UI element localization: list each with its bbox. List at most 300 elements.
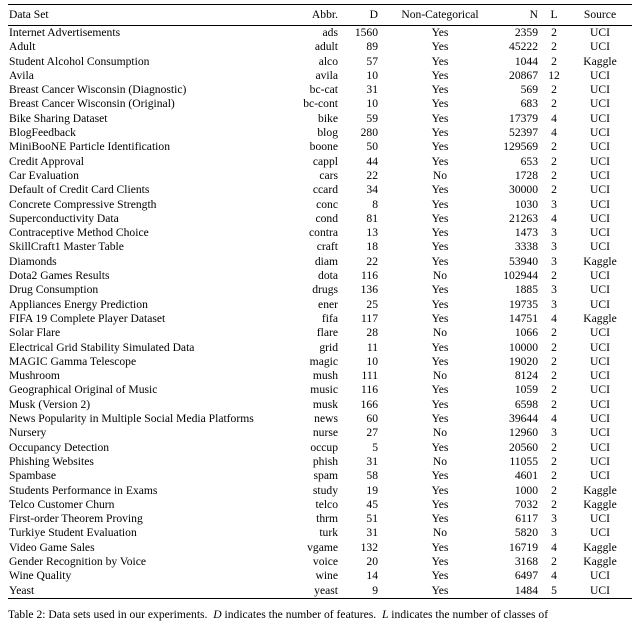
cell-n: 683 bbox=[520, 97, 538, 111]
cell-source: UCI bbox=[590, 297, 610, 311]
cell-source: UCI bbox=[590, 326, 610, 340]
table-row bbox=[8, 426, 632, 440]
cell-d: 44 bbox=[366, 154, 378, 168]
cell-n: 129569 bbox=[503, 140, 538, 154]
col-header-n: N bbox=[500, 5, 540, 26]
cell-n: 1059 bbox=[514, 383, 538, 397]
cell-n: 39644 bbox=[509, 412, 538, 426]
cell-dataset: Phishing Websites bbox=[9, 454, 94, 468]
table-body bbox=[8, 26, 632, 599]
cell-noncategorical: Yes bbox=[431, 54, 449, 68]
cell-dataset: Bike Sharing Dataset bbox=[9, 111, 108, 125]
cell-dataset: Students Performance in Exams bbox=[9, 483, 158, 497]
cell-d: 166 bbox=[360, 397, 378, 411]
cell-l: 2 bbox=[551, 97, 557, 111]
cell-noncategorical: Yes bbox=[431, 183, 449, 197]
cell-dataset: Adult bbox=[9, 40, 36, 54]
cell-source: UCI bbox=[590, 383, 610, 397]
cell-n: 1484 bbox=[514, 583, 538, 597]
cell-n: 1885 bbox=[514, 283, 538, 297]
cell-n: 19735 bbox=[509, 297, 538, 311]
cell-abbr: news bbox=[314, 412, 338, 426]
cell-abbr: phish bbox=[312, 454, 338, 468]
cell-abbr: bike bbox=[318, 111, 338, 125]
cell-d: 31 bbox=[366, 83, 378, 97]
cell-dataset: Breast Cancer Wisconsin (Diagnostic) bbox=[9, 83, 187, 97]
cell-noncategorical: Yes bbox=[431, 397, 449, 411]
cell-abbr: study bbox=[312, 483, 338, 497]
cell-l: 12 bbox=[548, 68, 560, 82]
cell-dataset: Appliances Energy Prediction bbox=[9, 297, 148, 311]
cell-d: 60 bbox=[366, 412, 378, 426]
cell-dataset: Nursery bbox=[9, 426, 47, 440]
cell-n: 14751 bbox=[509, 311, 538, 325]
cell-abbr: music bbox=[310, 383, 338, 397]
cell-n: 7032 bbox=[514, 497, 538, 511]
caption-math-symbol: D bbox=[213, 607, 222, 621]
cell-dataset: News Popularity in Multiple Social Media Platforms bbox=[9, 412, 254, 426]
cell-noncategorical: Yes bbox=[431, 354, 449, 368]
cell-l: 2 bbox=[551, 183, 557, 197]
cell-noncategorical: Yes bbox=[431, 140, 449, 154]
cell-noncategorical: No bbox=[432, 369, 448, 383]
cell-source: Kaggle bbox=[583, 254, 617, 268]
cell-l: 2 bbox=[551, 168, 557, 182]
cell-n: 1044 bbox=[514, 54, 538, 68]
table-row bbox=[8, 312, 632, 326]
cell-l: 2 bbox=[551, 440, 557, 454]
table-row bbox=[8, 97, 632, 111]
cell-n: 12960 bbox=[509, 426, 538, 440]
cell-noncategorical: Yes bbox=[431, 283, 449, 297]
cell-l: 2 bbox=[551, 369, 557, 383]
table-row bbox=[8, 355, 632, 369]
table-row bbox=[8, 341, 632, 355]
cell-source: UCI bbox=[590, 83, 610, 97]
cell-dataset: SkillCraft1 Master Table bbox=[9, 240, 124, 254]
cell-abbr: cappl bbox=[312, 154, 338, 168]
table-row bbox=[8, 283, 632, 297]
cell-abbr: musk bbox=[312, 397, 338, 411]
cell-l: 4 bbox=[551, 569, 557, 583]
cell-abbr: vgame bbox=[307, 540, 338, 554]
cell-dataset: Car Evaluation bbox=[9, 168, 79, 182]
cell-dataset: Concrete Compressive Strength bbox=[9, 197, 157, 211]
cell-noncategorical: Yes bbox=[431, 154, 449, 168]
cell-abbr: fifa bbox=[321, 311, 338, 325]
cell-dataset: Wine Quality bbox=[9, 569, 72, 583]
cell-noncategorical: Yes bbox=[431, 297, 449, 311]
cell-d: 89 bbox=[366, 40, 378, 54]
cell-n: 2359 bbox=[514, 26, 538, 39]
table-header bbox=[8, 5, 632, 26]
cell-source: UCI bbox=[590, 354, 610, 368]
table-caption bbox=[8, 608, 632, 622]
cell-l: 3 bbox=[551, 226, 557, 240]
cell-l: 3 bbox=[551, 240, 557, 254]
cell-l: 4 bbox=[551, 211, 557, 225]
table-row bbox=[8, 126, 632, 140]
cell-abbr: flare bbox=[316, 326, 338, 340]
cell-noncategorical: Yes bbox=[431, 26, 449, 39]
cell-d: 111 bbox=[361, 369, 378, 383]
cell-d: 10 bbox=[366, 68, 378, 82]
cell-l: 3 bbox=[551, 526, 557, 540]
cell-n: 8124 bbox=[514, 369, 538, 383]
cell-d: 8 bbox=[372, 197, 378, 211]
cell-source: UCI bbox=[590, 469, 610, 483]
cell-l: 2 bbox=[551, 497, 557, 511]
cell-dataset: MiniBooNE Particle Identification bbox=[9, 140, 170, 154]
cell-dataset: Drug Consumption bbox=[9, 283, 99, 297]
cell-d: 28 bbox=[366, 326, 378, 340]
cell-n: 19020 bbox=[509, 354, 538, 368]
cell-l: 4 bbox=[551, 111, 557, 125]
cell-d: 45 bbox=[366, 497, 378, 511]
cell-abbr: nurse bbox=[312, 426, 338, 440]
cell-source: UCI bbox=[590, 512, 610, 526]
cell-l: 3 bbox=[551, 283, 557, 297]
cell-abbr: telco bbox=[315, 497, 338, 511]
cell-abbr: boone bbox=[309, 140, 338, 154]
cell-n: 653 bbox=[520, 154, 538, 168]
cell-noncategorical: Yes bbox=[431, 383, 449, 397]
cell-n: 4601 bbox=[514, 469, 538, 483]
cell-source: UCI bbox=[590, 526, 610, 540]
cell-source: UCI bbox=[590, 168, 610, 182]
cell-noncategorical: Yes bbox=[431, 340, 449, 354]
cell-source: UCI bbox=[590, 211, 610, 225]
cell-abbr: contra bbox=[309, 226, 338, 240]
cell-l: 2 bbox=[551, 354, 557, 368]
cell-abbr: dota bbox=[318, 269, 338, 283]
cell-l: 2 bbox=[551, 554, 557, 568]
cell-noncategorical: Yes bbox=[431, 554, 449, 568]
cell-abbr: ccard bbox=[312, 183, 338, 197]
cell-source: Kaggle bbox=[583, 554, 617, 568]
col-header-abbr: Abbr. bbox=[300, 5, 340, 26]
cell-l: 2 bbox=[551, 326, 557, 340]
cell-abbr: yeast bbox=[314, 583, 338, 597]
cell-abbr: craft bbox=[316, 240, 338, 254]
table-row bbox=[8, 240, 632, 254]
table-row bbox=[8, 526, 632, 540]
cell-d: 117 bbox=[361, 311, 378, 325]
col-header-noncategorical: Non-Categorical bbox=[380, 5, 500, 26]
cell-source: UCI bbox=[590, 68, 610, 82]
cell-n: 16719 bbox=[509, 540, 538, 554]
cell-d: 58 bbox=[366, 469, 378, 483]
cell-d: 25 bbox=[366, 297, 378, 311]
cell-noncategorical: Yes bbox=[431, 254, 449, 268]
cell-source: UCI bbox=[590, 440, 610, 454]
cell-l: 2 bbox=[551, 340, 557, 354]
cell-d: 31 bbox=[366, 526, 378, 540]
cell-source: UCI bbox=[590, 154, 610, 168]
cell-n: 17379 bbox=[509, 111, 538, 125]
cell-abbr: ener bbox=[318, 297, 338, 311]
cell-noncategorical: No bbox=[432, 269, 448, 283]
table-row bbox=[8, 183, 632, 197]
cell-n: 5820 bbox=[514, 526, 538, 540]
cell-d: 10 bbox=[366, 97, 378, 111]
cell-d: 19 bbox=[366, 483, 378, 497]
cell-l: 5 bbox=[551, 583, 557, 597]
cell-n: 21263 bbox=[509, 211, 538, 225]
cell-abbr: wine bbox=[315, 569, 338, 583]
cell-d: 14 bbox=[366, 569, 378, 583]
cell-abbr: bc-cat bbox=[309, 83, 338, 97]
cell-dataset: Occupancy Detection bbox=[9, 440, 110, 454]
cell-dataset: Turkiye Student Evaluation bbox=[9, 526, 137, 540]
table-row bbox=[8, 169, 632, 183]
cell-l: 2 bbox=[551, 40, 557, 54]
table-row bbox=[8, 383, 632, 397]
cell-l: 3 bbox=[551, 197, 557, 211]
cell-source: UCI bbox=[590, 369, 610, 383]
cell-noncategorical: Yes bbox=[431, 540, 449, 554]
cell-n: 1000 bbox=[514, 483, 538, 497]
cell-dataset: Yeast bbox=[9, 583, 35, 597]
cell-dataset: Superconductivity Data bbox=[9, 211, 119, 225]
table-row bbox=[8, 512, 632, 526]
cell-d: 116 bbox=[361, 269, 378, 283]
table-row bbox=[8, 55, 632, 69]
cell-dataset: Contraceptive Method Choice bbox=[9, 226, 149, 240]
cell-source: UCI bbox=[590, 583, 610, 597]
cell-d: 20 bbox=[366, 554, 378, 568]
cell-source: UCI bbox=[590, 183, 610, 197]
cell-source: Kaggle bbox=[583, 54, 617, 68]
cell-l: 4 bbox=[551, 311, 557, 325]
cell-n: 102944 bbox=[503, 269, 538, 283]
cell-l: 2 bbox=[551, 269, 557, 283]
caption-text: indicates the number of features. bbox=[221, 607, 382, 621]
datasets-table bbox=[8, 4, 632, 599]
cell-abbr: mush bbox=[312, 369, 338, 383]
cell-abbr: grid bbox=[319, 340, 338, 354]
cell-l: 2 bbox=[551, 26, 557, 39]
table-row bbox=[8, 198, 632, 212]
cell-abbr: blog bbox=[317, 126, 338, 140]
cell-n: 6598 bbox=[514, 397, 538, 411]
cell-noncategorical: Yes bbox=[431, 469, 449, 483]
cell-abbr: turk bbox=[319, 526, 338, 540]
cell-n: 1066 bbox=[514, 326, 538, 340]
cell-abbr: voice bbox=[312, 554, 338, 568]
table-row bbox=[8, 212, 632, 226]
cell-abbr: diam bbox=[314, 254, 338, 268]
cell-d: 50 bbox=[366, 140, 378, 154]
cell-n: 10000 bbox=[509, 340, 538, 354]
cell-l: 2 bbox=[551, 397, 557, 411]
cell-dataset: Diamonds bbox=[9, 254, 57, 268]
cell-source: UCI bbox=[590, 197, 610, 211]
cell-source: UCI bbox=[590, 569, 610, 583]
col-header-l: L bbox=[540, 5, 568, 26]
cell-d: 31 bbox=[366, 454, 378, 468]
table-row bbox=[8, 155, 632, 169]
cell-source: Kaggle bbox=[583, 483, 617, 497]
cell-n: 569 bbox=[520, 83, 538, 97]
cell-d: 51 bbox=[366, 512, 378, 526]
cell-abbr: adult bbox=[314, 40, 338, 54]
cell-d: 10 bbox=[366, 354, 378, 368]
cell-d: 1560 bbox=[354, 26, 378, 39]
cell-d: 18 bbox=[366, 240, 378, 254]
cell-source: UCI bbox=[590, 111, 610, 125]
table-row bbox=[8, 26, 632, 41]
cell-noncategorical: Yes bbox=[431, 197, 449, 211]
cell-noncategorical: Yes bbox=[431, 226, 449, 240]
cell-l: 2 bbox=[551, 140, 557, 154]
cell-noncategorical: No bbox=[432, 426, 448, 440]
cell-l: 2 bbox=[551, 469, 557, 483]
table-row bbox=[8, 441, 632, 455]
table-row bbox=[8, 569, 632, 583]
cell-l: 4 bbox=[551, 126, 557, 140]
cell-l: 2 bbox=[551, 54, 557, 68]
cell-source: UCI bbox=[590, 40, 610, 54]
cell-noncategorical: Yes bbox=[431, 483, 449, 497]
table-row bbox=[8, 469, 632, 483]
cell-noncategorical: Yes bbox=[431, 97, 449, 111]
cell-source: Kaggle bbox=[583, 540, 617, 554]
cell-dataset: MAGIC Gamma Telescope bbox=[9, 354, 137, 368]
cell-noncategorical: No bbox=[432, 326, 448, 340]
cell-abbr: cond bbox=[315, 211, 338, 225]
cell-dataset: Credit Approval bbox=[9, 154, 85, 168]
cell-abbr: bc-cont bbox=[303, 97, 338, 111]
cell-noncategorical: Yes bbox=[431, 83, 449, 97]
table-row bbox=[8, 326, 632, 340]
cell-noncategorical: Yes bbox=[431, 68, 449, 82]
cell-d: 34 bbox=[366, 183, 378, 197]
cell-n: 53940 bbox=[509, 254, 538, 268]
cell-l: 2 bbox=[551, 83, 557, 97]
cell-n: 3168 bbox=[514, 554, 538, 568]
table-row bbox=[8, 226, 632, 240]
cell-abbr: avila bbox=[315, 68, 338, 82]
cell-noncategorical: Yes bbox=[431, 311, 449, 325]
cell-noncategorical: Yes bbox=[431, 497, 449, 511]
cell-noncategorical: No bbox=[432, 454, 448, 468]
cell-source: UCI bbox=[590, 426, 610, 440]
table-row bbox=[8, 398, 632, 412]
cell-dataset: Dota2 Games Results bbox=[9, 269, 110, 283]
cell-l: 3 bbox=[551, 512, 557, 526]
table-header-row bbox=[8, 5, 632, 26]
cell-abbr: magic bbox=[309, 354, 338, 368]
cell-noncategorical: Yes bbox=[431, 583, 449, 597]
table-row bbox=[8, 584, 632, 599]
cell-l: 4 bbox=[551, 412, 557, 426]
table-row bbox=[8, 484, 632, 498]
cell-source: UCI bbox=[590, 269, 610, 283]
cell-noncategorical: Yes bbox=[431, 412, 449, 426]
cell-d: 22 bbox=[366, 168, 378, 182]
cell-n: 20560 bbox=[509, 440, 538, 454]
table-row bbox=[8, 69, 632, 83]
cell-source: UCI bbox=[590, 126, 610, 140]
cell-n: 6117 bbox=[515, 512, 538, 526]
cell-d: 5 bbox=[372, 440, 378, 454]
cell-source: UCI bbox=[590, 240, 610, 254]
cell-source: UCI bbox=[590, 226, 610, 240]
cell-dataset: Spambase bbox=[9, 469, 57, 483]
cell-d: 11 bbox=[366, 340, 378, 354]
cell-n: 1030 bbox=[514, 197, 538, 211]
cell-dataset: Breast Cancer Wisconsin (Original) bbox=[9, 97, 175, 111]
cell-abbr: alco bbox=[318, 54, 338, 68]
cell-n: 30000 bbox=[509, 183, 538, 197]
cell-dataset: Video Game Sales bbox=[9, 540, 95, 554]
cell-n: 6497 bbox=[514, 569, 538, 583]
caption-math-symbol: L bbox=[381, 607, 389, 621]
cell-dataset: Solar Flare bbox=[9, 326, 61, 340]
cell-dataset: Default of Credit Card Clients bbox=[9, 183, 150, 197]
cell-dataset: Avila bbox=[9, 68, 34, 82]
cell-abbr: cars bbox=[319, 168, 338, 182]
cell-d: 280 bbox=[360, 126, 378, 140]
table-row bbox=[8, 83, 632, 97]
cell-noncategorical: Yes bbox=[431, 126, 449, 140]
cell-n: 1473 bbox=[514, 226, 538, 240]
cell-source: UCI bbox=[590, 340, 610, 354]
cell-source: UCI bbox=[590, 140, 610, 154]
cell-dataset: Geographical Original of Music bbox=[9, 383, 158, 397]
cell-d: 116 bbox=[361, 383, 378, 397]
table-row bbox=[8, 140, 632, 154]
table-row bbox=[8, 269, 632, 283]
cell-d: 59 bbox=[366, 111, 378, 125]
cell-source: UCI bbox=[590, 97, 610, 111]
table-row bbox=[8, 112, 632, 126]
cell-dataset: Gender Recognition by Voice bbox=[9, 554, 147, 568]
table-row bbox=[8, 369, 632, 383]
cell-source: UCI bbox=[590, 412, 610, 426]
table-row bbox=[8, 255, 632, 269]
cell-dataset: Telco Customer Churn bbox=[9, 497, 115, 511]
cell-d: 136 bbox=[360, 283, 378, 297]
cell-noncategorical: Yes bbox=[431, 240, 449, 254]
cell-noncategorical: Yes bbox=[431, 211, 449, 225]
table-row bbox=[8, 455, 632, 469]
cell-abbr: thrm bbox=[316, 512, 338, 526]
cell-dataset: Mushroom bbox=[9, 369, 60, 383]
cell-l: 4 bbox=[551, 540, 557, 554]
cell-noncategorical: Yes bbox=[431, 111, 449, 125]
cell-dataset: Musk (Version 2) bbox=[9, 397, 91, 411]
cell-source: UCI bbox=[590, 26, 610, 39]
cell-abbr: drugs bbox=[312, 283, 338, 297]
cell-n: 1728 bbox=[514, 168, 538, 182]
cell-d: 81 bbox=[366, 211, 378, 225]
col-header-source: Source bbox=[568, 5, 632, 26]
cell-dataset: Electrical Grid Stability Simulated Data bbox=[9, 340, 195, 354]
col-header-dataset: Data Set bbox=[8, 5, 300, 26]
cell-source: UCI bbox=[590, 454, 610, 468]
table-row bbox=[8, 412, 632, 426]
cell-noncategorical: Yes bbox=[431, 40, 449, 54]
cell-noncategorical: No bbox=[432, 526, 448, 540]
cell-noncategorical: Yes bbox=[431, 512, 449, 526]
cell-l: 3 bbox=[551, 426, 557, 440]
cell-source: Kaggle bbox=[583, 497, 617, 511]
cell-dataset: Internet Advertisements bbox=[9, 26, 121, 39]
caption-text: indicates the number of classes of bbox=[388, 607, 549, 621]
cell-d: 132 bbox=[360, 540, 378, 554]
